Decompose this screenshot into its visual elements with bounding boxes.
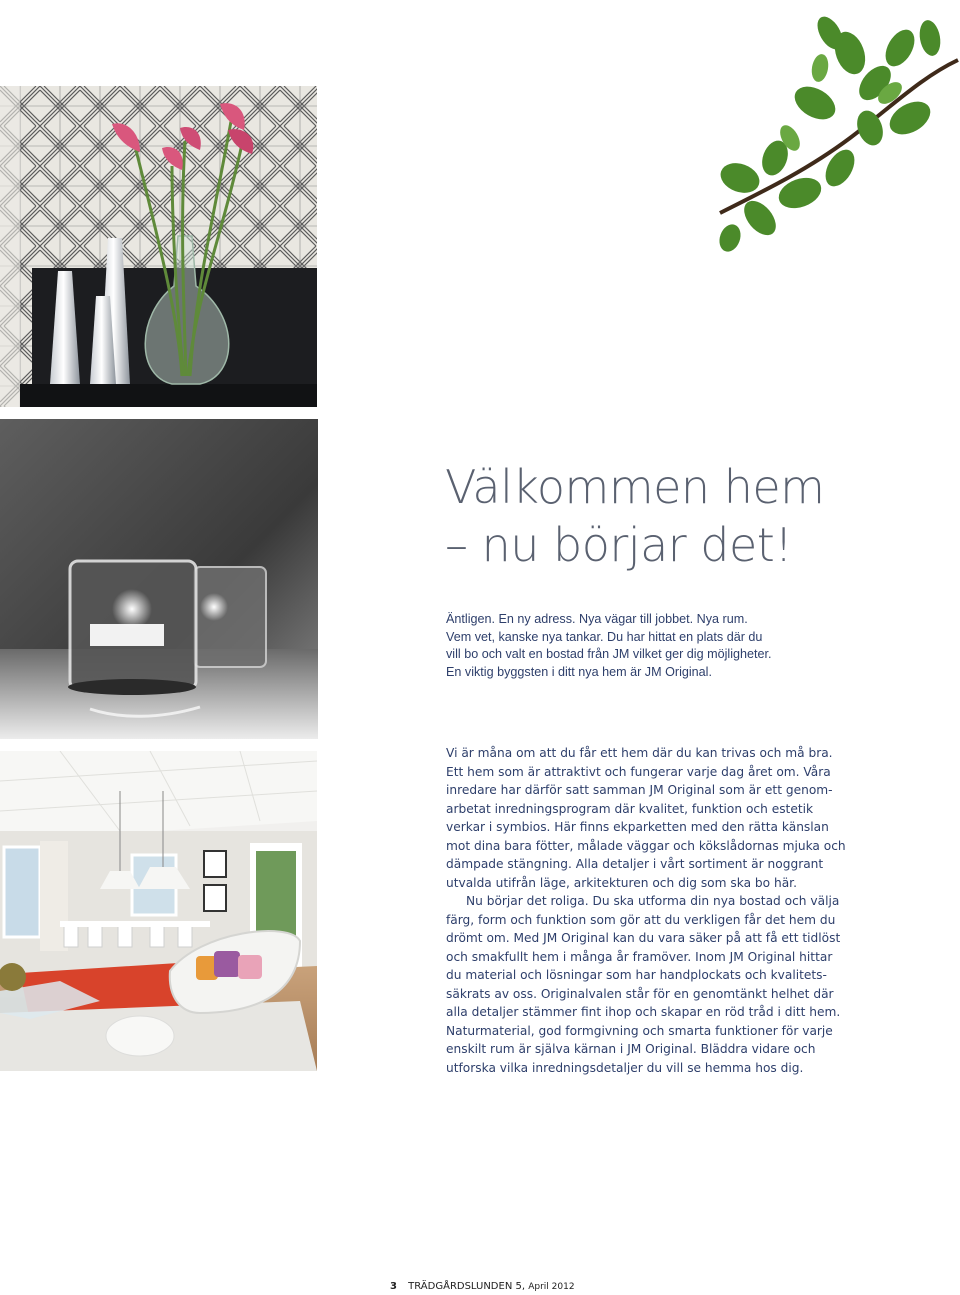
- body-line: färg, form och funktion som gör att du verkligen får det hem du: [446, 912, 836, 927]
- heading-line-1: Välkommen hem: [445, 460, 825, 514]
- body-line: enskilt rum är själva kärnan i JM Original. Bläddra vidare och: [446, 1042, 816, 1056]
- body-line: du material och lösningar som har handplockats och kvalitets-: [446, 968, 827, 982]
- page-number: 3: [390, 1281, 397, 1292]
- heading-line-2: – nu börjar det!: [445, 518, 793, 572]
- body-line: verkar i symbios. Här finns ekparketten med den rätta känslan: [446, 820, 829, 834]
- body-line: arbetat inredningsprogram där kvalitet, funktion och estetik: [446, 801, 814, 816]
- issue-number: 5,: [515, 1281, 526, 1292]
- intro-line: Vem vet, kanske nya tankar. Du har hittat en plats där du: [446, 629, 763, 644]
- body-line: utforska vilka inredningsdetaljer du vill se hemma hos dig.: [446, 1060, 804, 1075]
- intro-line: En viktig byggsten i ditt nya hem är JM Original.: [446, 664, 712, 679]
- publication-name: TRÄDGÅRDSLUNDEN: [408, 1281, 513, 1292]
- leaf-branch-photo: [700, 8, 960, 258]
- body-line: dämpade stängning. Alla detaljer i vårt sortiment är noggrant: [446, 857, 824, 871]
- page-footer: [390, 1281, 575, 1292]
- intro-line: vill bo och valt en bostad från JM vilket ger dig möjligheter.: [446, 647, 772, 662]
- body-line: Naturmaterial, god formgivning och smarta funktioner för varje: [446, 1023, 833, 1038]
- body-line: drömt om. Med JM Original kan du vara säker på att få ett tidlöst: [446, 931, 841, 945]
- vases-photo: [0, 86, 317, 407]
- body-line: mot dina bara fötter, målade väggar och kökslådornas mjuka och: [446, 838, 846, 853]
- body-line: alla detaljer stämmer fint ihop och skapar en röd tråd i ditt hem.: [446, 1005, 841, 1019]
- body-line: Nu börjar det roliga. Du ska utforma din nya bostad och välja: [466, 894, 840, 908]
- body-line: inredare har därför satt samman JM Original som är ett genom-: [446, 783, 833, 797]
- body-line: utvalda utifrån läge, arkitekturen och dig som ska bo här.: [446, 875, 797, 890]
- body-line: Vi är måna om att du får ett hem där du kan trivas och må bra.: [446, 746, 833, 760]
- candles-photo: [0, 419, 318, 739]
- intro-paragraph: [446, 611, 886, 681]
- body-text: [446, 744, 846, 1077]
- body-line: säkrats av oss. Originalvalen står för en genomtänkt helhet där: [446, 986, 834, 1001]
- body-line: och smakfullt hem i många år framöver. Inom JM Original hittar: [446, 949, 833, 964]
- body-line: Ett hem som är attraktivt och fungerar varje dag året om. Våra: [446, 764, 831, 779]
- intro-line: Äntligen. En ny adress. Nya vägar till jobbet. Nya rum.: [446, 612, 748, 626]
- page-heading: [445, 458, 925, 574]
- living-room-photo: [0, 751, 317, 1071]
- issue-date: April 2012: [528, 1282, 575, 1292]
